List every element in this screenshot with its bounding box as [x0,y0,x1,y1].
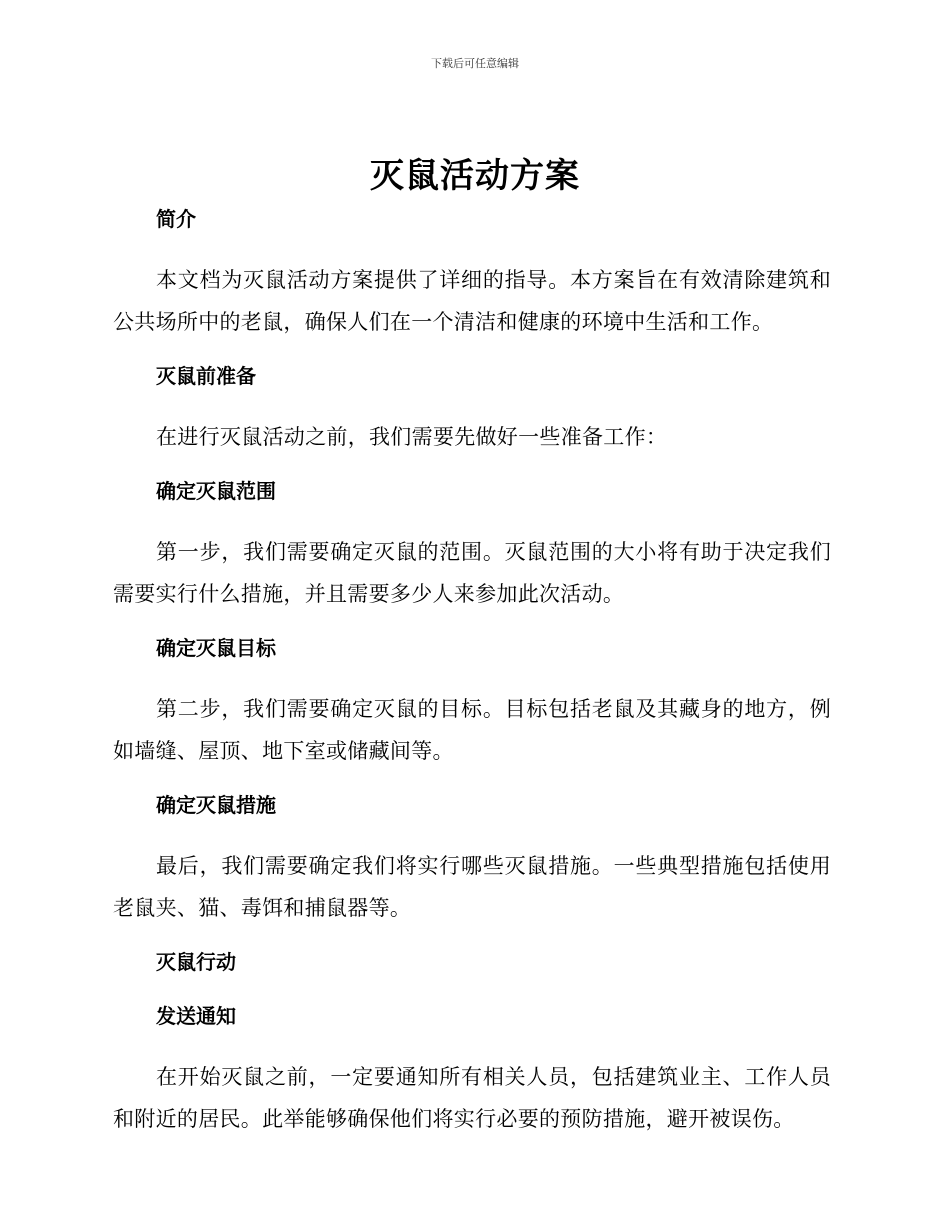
header-note: 下载后可任意编辑 [431,57,519,70]
paragraph-intro: 本文档为灭鼠活动方案提供了详细的指导。本方案旨在有效清除建筑和公共场所中的老鼠，确保人们在一个清洁和健康的环境中生活和工作。 [113,268,831,334]
section-heading-measures: 确定灭鼠措施 [156,793,276,817]
section-heading-notification: 发送通知 [156,1004,236,1028]
section-heading-target: 确定灭鼠目标 [156,636,276,660]
paragraph-preparation: 在进行灭鼠活动之前，我们需要先做好一些准备工作： [156,425,668,449]
paragraph-notification: 在开始灭鼠之前，一定要通知所有相关人员，包括建筑业主、工作人员和附近的居民。此举能够确保他们将实行必要的预防措施，避开被误伤。 [113,1065,831,1131]
paragraph-measures: 最后，我们需要确定我们将实行哪些灭鼠措施。一些典型措施包括使用老鼠夹、猫、毒饵和捕鼠器等。 [113,854,831,920]
paragraph-scope: 第一步，我们需要确定灭鼠的范围。灭鼠范围的大小将有助于决定我们需要实行什么措施，并且需要多少人来参加此次活动。 [113,540,831,606]
document-title: 灭鼠活动方案 [370,156,580,196]
paragraph-target: 第二步，我们需要确定灭鼠的目标。目标包括老鼠及其藏身的地方，例如墙缝、屋顶、地下室或储藏间等。 [113,697,831,763]
document-body [113,200,831,1154]
section-heading-scope: 确定灭鼠范围 [156,479,276,503]
section-heading-preparation: 灭鼠前准备 [156,364,256,388]
section-heading-intro: 简介 [156,207,196,231]
section-heading-action: 灭鼠行动 [156,950,236,974]
